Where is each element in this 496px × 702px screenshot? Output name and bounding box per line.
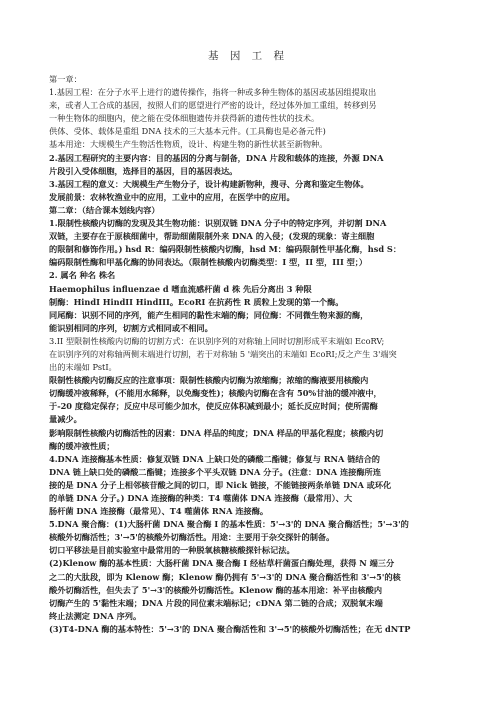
text-line: 在识别序列的对称轴两侧末端进行切割，若于对称轴 5 '端突出的末端如 EcoRI;反之产生 3'端突 bbox=[49, 348, 397, 359]
text-line: (2)Klenow 酶的基本性质：大肠杆菌 DNA 聚合酶 I 经枯草杆菌蛋白酶处理，获得 N 端三分 bbox=[49, 558, 395, 569]
text-line: 限制性核酸内切酶反应的注意事项：限制性核酸内切酶为浓缩酶；浓缩的酶液要用核酸内 bbox=[49, 375, 369, 386]
text-line: 2. 属名 种名 株名 bbox=[49, 270, 116, 281]
text-line: 能识别相同的序列，切割方式相同或不相同。 bbox=[49, 322, 213, 333]
text-line: 影响限制性核酸内切酶活性的因素：DNA 样品的纯度；DNA 样品的甲基化程度；核酸内切 bbox=[49, 427, 384, 438]
text-line: 的限制和修饰作用。) hsd R：编码限制性核酸内切酶，hsd M：编码限制性甲基化酶，hsd S： bbox=[49, 244, 402, 255]
text-line: 出的末端如 PstI。 bbox=[49, 362, 117, 373]
document-body bbox=[49, 73, 447, 636]
text-line: 2.基因工程研究的主要内容：目的基因的分离与制备，DNA 片段和载体的连接，外源 DNA bbox=[49, 152, 384, 163]
text-line: 切酶缓冲液稀释，(不能用水稀释，以免酶变性)；核酸内切酶在含有 50%甘油的缓冲液中， bbox=[49, 388, 382, 399]
text-line: 供体、受体、载体是重组 DNA 技术的三大基本元件。(工具酶也是必备元件) bbox=[49, 126, 326, 137]
text-line: 核酸外切酶活性；3'→5'的核酸外切酶活性。用途：主要用于杂交探针的制备。 bbox=[49, 532, 335, 543]
text-line: 的单链 DNA 分子。) DNA 连接酶的种类：T4 噬菌体 DNA 连接酶（最常用）、大 bbox=[49, 493, 353, 503]
text-line: 片段引入受体细胞，选择目的基因，目的基因表达。 bbox=[49, 165, 238, 176]
text-line: 发展前景：农林牧渔业中的应用，工业中的应用，在医学中的应用。 bbox=[49, 191, 295, 202]
text-line: 终止法测定 DNA 序列。 bbox=[49, 610, 142, 621]
text-line: 切口平移法是目前实验室中最常用的一种脱氧核糖核酸探针标记法。 bbox=[49, 545, 295, 556]
text-line: 4.DNA 连接酶基本性质：修复双链 DNA 上缺口处的磷酸二酯键；修复与 RNA 链结合的 bbox=[49, 453, 380, 464]
text-line: DNA 链上缺口处的磷酸二酯键；连接多个平头双链 DNA 分子。(注意：DNA 连接酶所连 bbox=[49, 466, 381, 477]
text-line: 编码限制性酶和甲基化酶的协同表达。（限制性核酸内切酶类型：I 型，II 型，III 型；） bbox=[49, 257, 368, 268]
text-line: 切酶产生的 5'黏性末端；DNA 片段的同位素末端标记；cDNA 第二链的合成；双脱氧末端 bbox=[49, 597, 383, 608]
text-line: 酸外切酶活性，但失去了 5'→3'的核酸外切酶活性。Klenow 酶的基本用途：补平由核酸内 bbox=[49, 584, 383, 595]
text-line: 之二的大肽段，即为 Klenow 酶；Klenow 酶仍拥有 5'→3'的 DNA 聚合酶活性和 3'→5'的核 bbox=[49, 571, 401, 582]
text-line: (3)T4-DNA 酶的基本特性：5'→3'的 DNA 聚合酶活性和 3'→5'的核酸外切酶活性；在无 dNTP bbox=[49, 623, 411, 634]
page-title: 基 因 工 程 bbox=[207, 50, 288, 62]
text-line: 1.基因工程：在分子水平上进行的遗传操作，指将一种或多种生物体的基因或基因组提取出 bbox=[49, 87, 377, 98]
text-line: 酶的缓冲液性质； bbox=[49, 440, 115, 451]
text-line: 制酶：HindI HindII HindIII。EcoRI 在抗药性 R 质粒上发现的第一个酶。 bbox=[49, 296, 344, 307]
text-line: 接的是 DNA 分子上相邻核苷酸之间的切口，即 Nick 链接，不能链接两条单链 DNA 或环化 bbox=[49, 479, 392, 490]
text-line: 基本用途：大规模生产生物活性物质，设计、构建生物的新性状甚至新物种。 bbox=[49, 139, 328, 150]
text-line: 3.基因工程的意义：大规模生产生物分子，设计构建新物种，搜寻、分离和鉴定生物体。 bbox=[49, 178, 369, 189]
text-line: 第二章：（结合课本划线内容） bbox=[49, 204, 160, 215]
text-line: 量减少。 bbox=[49, 414, 82, 425]
text-line: 双链，主要存在于原核细菌中，帮助细菌限制外来 DNA 的入侵；(发现的现象：寄主细胞 bbox=[49, 231, 375, 242]
text-line: Haemophilus influenzae d 嗜血流感杆菌 d 株 先后分离出 3 种限 bbox=[49, 283, 312, 294]
text-line: 肠杆菌 DNA 连接酶（最常见）、T4 噬菌体 RNA 连接酶。 bbox=[49, 506, 269, 517]
text-line: 一种生物体的细胞内，使之能在受体细胞遗传并获得新的遗传性状的技术。 bbox=[49, 113, 320, 124]
text-line: 来，或者人工合成的基因，按照人们的愿望进行严密的设计，经过体外加工重组，转移到另 bbox=[49, 100, 377, 111]
text-line: 1.限制性核酸内切酶的发现及其生物功能：识别双链 DNA 分子中的特定序列，并切割 DNA bbox=[49, 218, 387, 229]
text-line: 同尾酶：识别不同的序列，能产生相同的黏性末端的酶；同位酶：不同微生物来源的酶， bbox=[49, 309, 369, 320]
text-line: 5.DNA 聚合酶：(1)大肠杆菌 DNA 聚合酶 I 的基本性质：5'→3'的 DNA 聚合酶活性；5'→3'的 bbox=[49, 519, 409, 530]
text-line: 于-20 度稳定保存；反应中尽可能少加水，使反应体积减到最小；延长反应时间；使所需酶 bbox=[49, 401, 378, 412]
text-line: 3.II 型限制性核酸内切酶的切割方式：在识别序列的对称轴上同时切割形成平末端如 EcoRV; bbox=[49, 335, 385, 346]
text-line: 第一章： bbox=[49, 74, 82, 84]
